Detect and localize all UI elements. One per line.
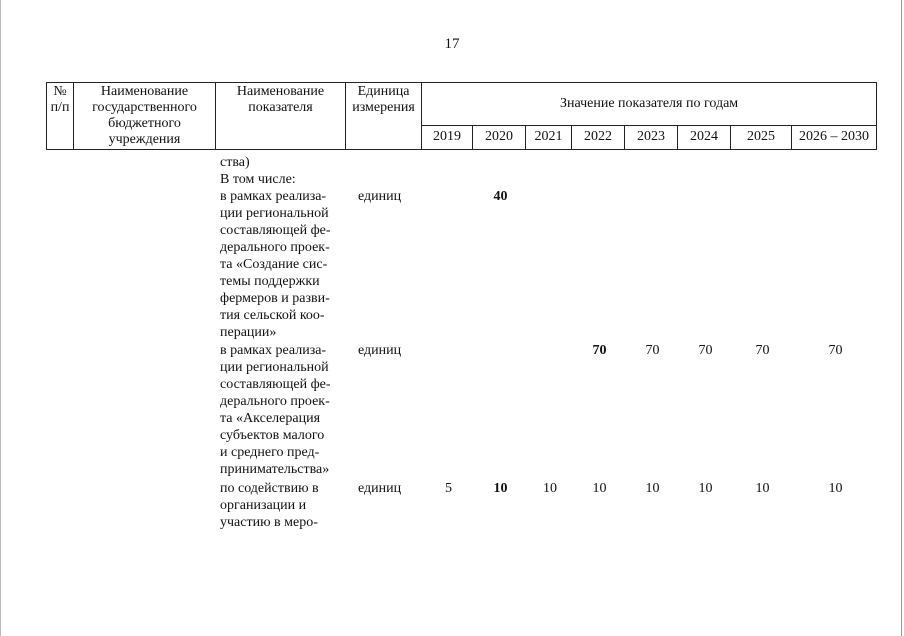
value-2020: 10 — [493, 481, 508, 496]
header-col-unit: Единица измерения — [346, 83, 422, 150]
value-2020: 40 — [493, 189, 508, 204]
unit-row-2: единиц — [358, 343, 402, 358]
value-2022: 70 — [592, 343, 607, 358]
indicator-line: фермеров и разви- — [220, 291, 330, 306]
indicator-line: составляющей фе- — [220, 377, 331, 392]
indicator-line: перации» — [220, 325, 277, 340]
value-2025: 10 — [755, 481, 770, 496]
continuation-line: ства) — [220, 155, 250, 170]
header-col-institution: Наименование государственного бюджетного учреждения — [74, 83, 216, 150]
value-2021: 10 — [543, 481, 557, 496]
header-year: 2019 — [422, 125, 473, 149]
unit-row-1: единиц — [358, 189, 402, 204]
indicator-line: темы поддержки — [220, 274, 320, 289]
indicator-table-header — [46, 82, 877, 150]
unit-row-3: единиц — [358, 481, 402, 496]
header-year: 2021 — [526, 125, 572, 149]
indicator-line: ции региональной — [220, 360, 329, 375]
indicator-line: организации и — [220, 498, 307, 513]
indicator-name-row-2 — [220, 342, 343, 478]
indicator-name-row-3 — [220, 480, 343, 531]
continuation-line: В том числе: — [220, 172, 296, 187]
header-values-group: Значение показателя по годам — [422, 83, 877, 126]
page-number: 17 — [444, 36, 460, 52]
indicator-line: в рамках реализа- — [220, 189, 327, 204]
page-left-edge — [0, 0, 1, 636]
header-year: 2024 — [678, 125, 731, 149]
indicator-line: в рамках реализа- — [220, 343, 327, 358]
page-right-edge — [901, 0, 902, 636]
header-year: 2020 — [473, 125, 526, 149]
indicator-line: составляющей фе- — [220, 223, 331, 238]
value-2022: 10 — [592, 481, 607, 496]
header-year: 2023 — [625, 125, 678, 149]
value-2024: 10 — [698, 481, 713, 496]
value-2025: 70 — [755, 343, 770, 358]
indicator-line: субъектов малого — [220, 428, 325, 443]
indicator-line: и среднего пред- — [220, 445, 320, 460]
value-2023: 10 — [645, 481, 660, 496]
indicator-line: по содействию в — [220, 481, 319, 496]
indicator-name-row-1 — [220, 188, 343, 341]
indicator-line: та «Создание сис- — [220, 257, 328, 272]
header-year: 2025 — [731, 125, 792, 149]
header-col-number: № п/п — [47, 83, 74, 150]
indicator-line: тия сельской коо- — [220, 308, 325, 323]
value-2026-2030: 70 — [828, 343, 843, 358]
indicator-line: дерального проек- — [220, 240, 330, 255]
header-col-indicator: Наименование показателя — [216, 83, 346, 150]
indicator-line: дерального проек- — [220, 394, 330, 409]
value-2024: 70 — [698, 343, 713, 358]
indicator-line: принимательства» — [220, 462, 330, 477]
header-year: 2026 – 2030 — [792, 125, 877, 149]
value-2019: 5 — [445, 481, 452, 496]
indicator-line: та «Акселерация — [220, 411, 321, 426]
indicator-line: участию в меро- — [220, 515, 318, 530]
value-2023: 70 — [645, 343, 660, 358]
indicator-line: ции региональной — [220, 206, 329, 221]
value-2026-2030: 10 — [828, 481, 843, 496]
header-year: 2022 — [572, 125, 625, 149]
